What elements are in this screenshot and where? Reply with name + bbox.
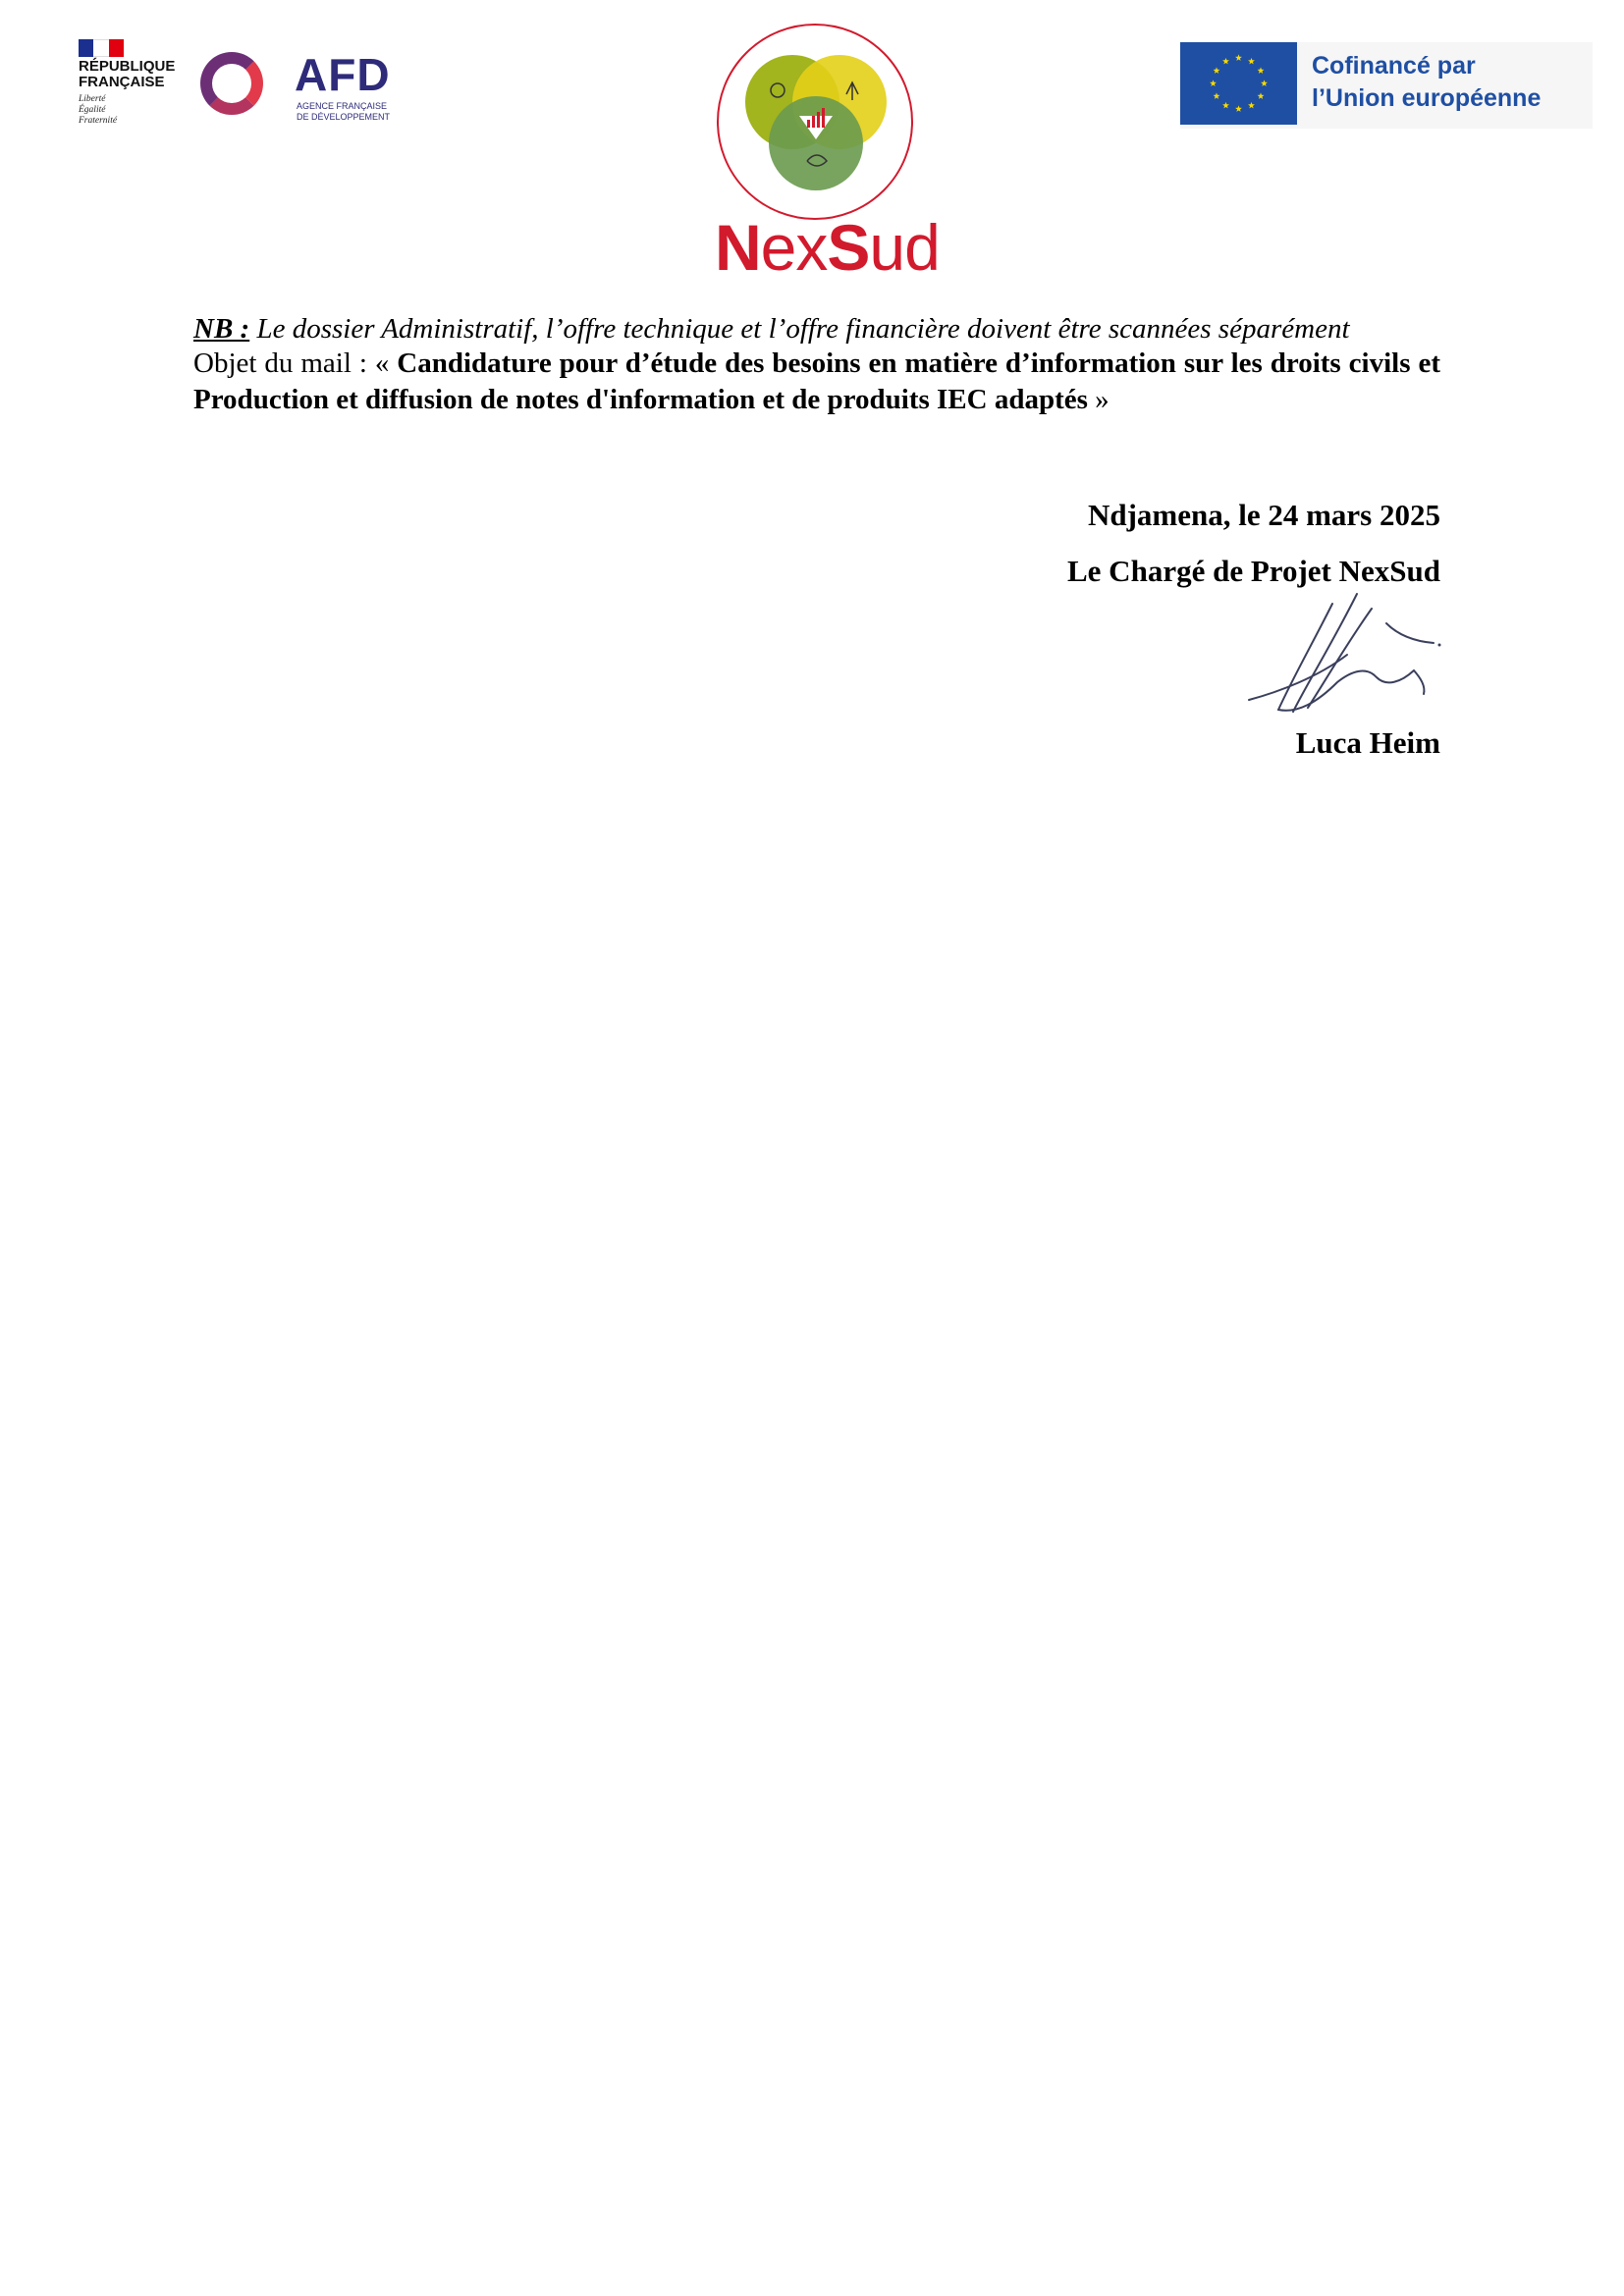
eu-star-icon bbox=[1210, 80, 1217, 86]
eu-line1: Cofinancé par bbox=[1312, 52, 1476, 80]
afd-name: AFD bbox=[295, 49, 391, 100]
eu-stars-icon bbox=[1180, 42, 1297, 125]
eu-cofunding-text bbox=[1312, 50, 1541, 115]
nexsud-ud: ud bbox=[869, 211, 940, 284]
eu-star-icon bbox=[1258, 67, 1265, 74]
nexsud-venn-icon bbox=[717, 24, 913, 220]
afd-sub-1: AGENCE FRANÇAISE bbox=[297, 101, 388, 111]
eu-star-icon bbox=[1248, 58, 1255, 65]
eu-star-icon bbox=[1214, 67, 1220, 74]
email-subject-paragraph bbox=[193, 346, 1440, 418]
eu-star-icon bbox=[1248, 102, 1255, 109]
rf-motto-2: Égalité bbox=[79, 105, 106, 115]
rf-line2: FRANÇAISE bbox=[79, 74, 165, 90]
objet-suffix: » bbox=[1087, 384, 1110, 415]
rf-motto-3: Fraternité bbox=[79, 116, 118, 126]
eu-flag-icon bbox=[1180, 42, 1297, 125]
rf-motto-1: Liberté bbox=[79, 94, 106, 104]
nb-text: Le dossier Administratif, l’offre technique et l’offre financière doivent être scannées séparément bbox=[249, 313, 1350, 345]
eu-star-icon bbox=[1235, 105, 1242, 112]
republique-francaise-logo bbox=[79, 39, 196, 133]
place-date: Ndjamena, le 24 mars 2025 bbox=[1087, 498, 1440, 532]
afd-logo bbox=[200, 44, 411, 128]
rf-motto bbox=[79, 94, 117, 127]
eu-star-icon bbox=[1214, 92, 1220, 99]
nexsud-logo bbox=[715, 22, 940, 284]
eu-star-icon bbox=[1258, 92, 1265, 99]
nb-note bbox=[193, 311, 1440, 347]
nexsud-ex: ex bbox=[760, 211, 828, 284]
eu-star-icon bbox=[1222, 58, 1229, 65]
objet-prefix: Objet du mail : « bbox=[193, 347, 398, 379]
rf-line1: RÉPUBLIQUE bbox=[79, 58, 176, 75]
nb-label: NB : bbox=[193, 313, 250, 345]
nexsud-n: N bbox=[715, 211, 761, 284]
objet-subject: Candidature pour d’étude des besoins en matière d’information sur les droits civils et Production et diffusion de notes d'information et de produits IEC adaptés bbox=[193, 347, 1440, 415]
afd-ring-icon bbox=[200, 52, 263, 115]
eu-star-icon bbox=[1235, 54, 1242, 61]
french-flag-icon bbox=[79, 39, 124, 57]
eu-cofunding-logo bbox=[1180, 42, 1593, 129]
handwritten-signature bbox=[1239, 584, 1445, 726]
signatory-name: Luca Heim bbox=[1295, 725, 1440, 760]
eu-star-icon bbox=[1222, 102, 1229, 109]
republique-francaise-title bbox=[79, 59, 175, 90]
nexsud-wordmark bbox=[715, 211, 940, 284]
afd-sub-2: DE DÉVELOPPEMENT bbox=[297, 112, 391, 122]
signatory-role: Le Chargé de Projet NexSud bbox=[1067, 554, 1440, 588]
afd-subtitle bbox=[297, 101, 390, 123]
eu-star-icon bbox=[1261, 80, 1268, 86]
nexsud-s: S bbox=[827, 211, 870, 284]
eu-line2: l’Union européenne bbox=[1312, 84, 1542, 112]
